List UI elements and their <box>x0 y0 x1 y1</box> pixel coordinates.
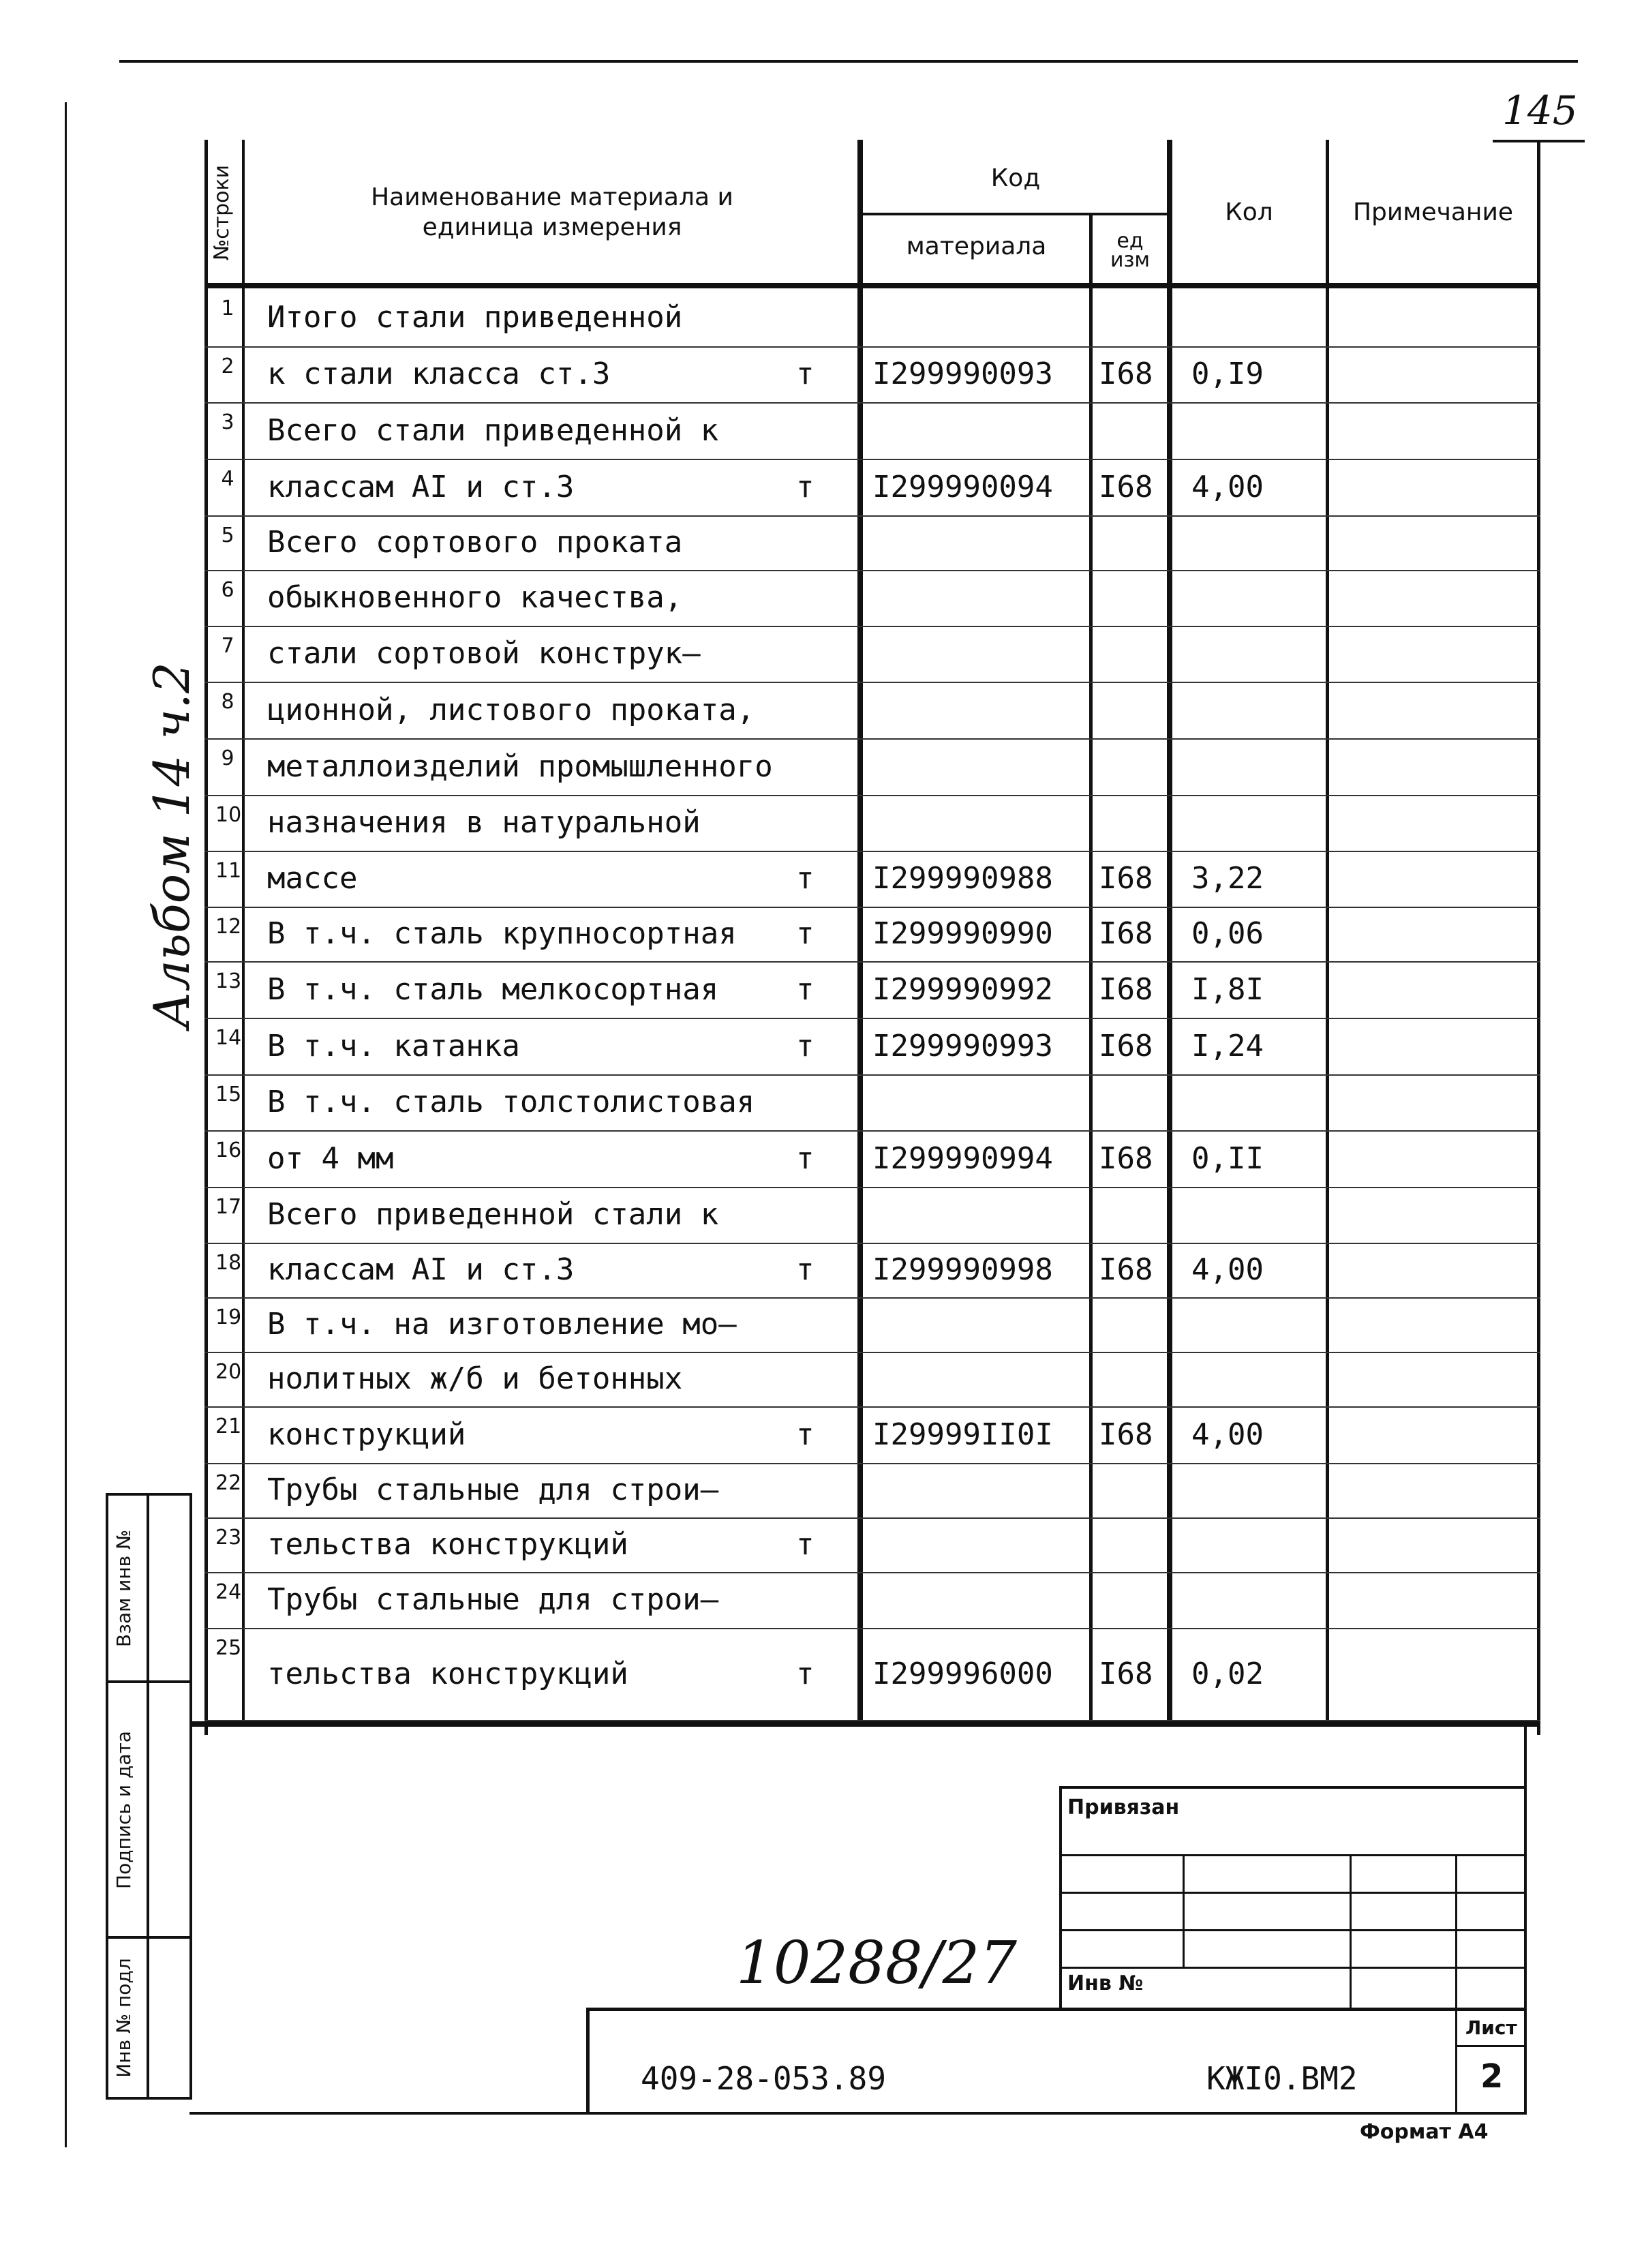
row-quantity: 3,22 <box>1191 861 1264 896</box>
row-name: Всего стали приведенной к <box>267 412 719 448</box>
table-left-border <box>204 140 208 1735</box>
qty-note-divider <box>1326 140 1329 1721</box>
row-material-code: I299990990 <box>872 916 1053 951</box>
row-name: классам АI и ст.3 <box>267 1252 575 1287</box>
row-name: к стали класса ст.3 <box>267 357 611 391</box>
row-number: 16 <box>215 1138 242 1162</box>
row-name: обыкновенного качества, <box>267 580 683 615</box>
row-name: нолитных ж/б и бетонных <box>267 1361 683 1396</box>
doc-code: 409-28-053.89 <box>641 2060 887 2097</box>
doc-mark: КЖI0.ВМ2 <box>1206 2060 1358 2097</box>
row-material-code: I299990988 <box>872 861 1053 896</box>
row-name: стали сортовой конструк– <box>267 636 701 671</box>
left-margin-line <box>65 102 67 2147</box>
row-measure: т <box>796 469 814 504</box>
row-quantity: 4,00 <box>1191 469 1264 504</box>
privyazan-left <box>1059 1786 1062 2011</box>
privyazan-col2 <box>1350 1854 1352 2011</box>
header-note: Примечание <box>1352 198 1514 226</box>
row-unit-code: I68 <box>1099 861 1153 896</box>
row-unit-code: I68 <box>1099 971 1153 1007</box>
row-separator <box>204 570 1540 571</box>
row-separator <box>204 961 1540 963</box>
header-bottom-line <box>204 283 1540 288</box>
header-code: Код <box>990 164 1041 192</box>
row-name: В т.ч. катанка <box>267 1028 520 1063</box>
row-name: Трубы стальные для строи– <box>267 1582 719 1617</box>
rownum-divider <box>242 140 245 1721</box>
row-separator <box>204 1297 1540 1299</box>
row-material-code: I299990992 <box>872 971 1053 1007</box>
row-unit-code: I68 <box>1099 469 1153 504</box>
page-number: 145 <box>1502 87 1578 134</box>
row-number: 2 <box>221 354 234 378</box>
row-measure: т <box>796 1252 814 1287</box>
row-name: тельства конструкций <box>267 1527 628 1562</box>
row-name: массе <box>267 861 358 896</box>
row-separator <box>204 626 1540 627</box>
row-name: Всего сортового проката <box>267 525 683 560</box>
side-stamp-mid <box>147 1493 149 2100</box>
row-measure: т <box>796 971 814 1007</box>
row-number: 10 <box>215 803 242 827</box>
privyazan-col1 <box>1183 1854 1185 1967</box>
privyazan-col3 <box>1455 1854 1457 2113</box>
row-separator <box>204 1130 1540 1132</box>
row-number: 3 <box>221 410 234 434</box>
row-measure: т <box>796 1140 814 1176</box>
row-unit-code: I68 <box>1099 916 1153 951</box>
header-material: материала <box>906 232 1047 260</box>
row-name: В т.ч. сталь толстолистовая <box>267 1085 755 1119</box>
row-separator <box>204 346 1540 348</box>
row-number: 17 <box>215 1195 242 1219</box>
code-unit-divider <box>1089 213 1093 1721</box>
unit-qty-divider <box>1167 140 1172 1721</box>
row-separator <box>204 907 1540 908</box>
row-name: тельства конструкций <box>267 1656 628 1691</box>
format-label: Формат А4 <box>1360 2120 1489 2144</box>
row-separator <box>204 1572 1540 1573</box>
row-number: 4 <box>221 467 234 491</box>
list-label: Лист <box>1465 2016 1517 2039</box>
row-material-code: I299996000 <box>872 1656 1053 1691</box>
row-number: 13 <box>215 969 242 993</box>
row-separator <box>204 402 1540 404</box>
row-name: В т.ч. сталь мелкосортная <box>267 971 719 1007</box>
row-separator <box>204 1406 1540 1408</box>
row-separator <box>204 682 1540 683</box>
sheet-number: 2 <box>1480 2057 1504 2096</box>
row-quantity: I,24 <box>1191 1028 1264 1063</box>
row-name: В т.ч. на изготовление мо– <box>267 1307 737 1342</box>
table-right-border <box>1537 140 1540 1735</box>
header-name-line1: Наименование материала и <box>371 183 733 211</box>
row-measure: т <box>796 1028 814 1063</box>
row-measure: т <box>796 1527 814 1562</box>
table-bottom-line <box>189 1721 1540 1727</box>
row-name: Всего приведенной стали к <box>267 1197 719 1232</box>
row-number: 24 <box>215 1580 242 1604</box>
row-number: 25 <box>215 1636 242 1660</box>
row-unit-code: I68 <box>1099 1252 1153 1287</box>
row-name: Итого стали приведенной <box>267 299 683 335</box>
row-separator <box>204 1018 1540 1019</box>
code-subheader-line <box>860 213 1170 215</box>
inv-no-label: Инв № <box>1067 1971 1144 1995</box>
name-code-divider <box>857 140 863 1721</box>
row-number: 19 <box>215 1305 242 1329</box>
row-number: 20 <box>215 1360 242 1384</box>
row-name: от 4 мм <box>267 1140 394 1176</box>
row-separator <box>204 1352 1540 1353</box>
row-material-code: I299990994 <box>872 1140 1053 1176</box>
row-number: 23 <box>215 1526 242 1549</box>
stamp-main-bottom <box>189 2112 1527 2115</box>
row-unit-code: I68 <box>1099 357 1153 391</box>
row-number: 22 <box>215 1471 242 1495</box>
row-separator <box>204 1628 1540 1629</box>
side-vzam-label: Взам инв № <box>112 1529 135 1648</box>
handwritten-number: 10288/27 <box>736 1929 1017 1997</box>
row-quantity: 0,II <box>1191 1140 1264 1176</box>
row-separator <box>204 1463 1540 1464</box>
stamp-right-border <box>1524 1725 1527 2113</box>
row-separator <box>204 795 1540 796</box>
row-number: 11 <box>215 859 242 883</box>
row-number: 7 <box>221 634 234 658</box>
row-name: конструкций <box>267 1417 466 1452</box>
row-number: 15 <box>215 1083 242 1106</box>
row-separator <box>204 1243 1540 1244</box>
row-number: 8 <box>221 690 234 714</box>
row-measure: т <box>796 1417 814 1452</box>
row-name: Трубы стальные для строи– <box>267 1472 719 1507</box>
row-material-code: I299990093 <box>872 357 1053 391</box>
row-separator <box>204 1074 1540 1076</box>
row-unit-code: I68 <box>1099 1028 1153 1063</box>
row-measure: т <box>796 861 814 896</box>
row-separator <box>204 459 1540 460</box>
stamp-main-top <box>586 2008 1527 2011</box>
row-quantity: 4,00 <box>1191 1417 1264 1452</box>
row-name: классам АI и ст.3 <box>267 469 575 504</box>
row-name: В т.ч. сталь крупносортная <box>267 916 737 951</box>
side-stamp-left <box>106 1493 108 2100</box>
row-material-code: I299990998 <box>872 1252 1053 1287</box>
row-quantity: 0,02 <box>1191 1656 1264 1691</box>
row-number: 18 <box>215 1251 242 1275</box>
row-number: 14 <box>215 1026 242 1050</box>
stamp-main-left <box>586 2008 590 2113</box>
header-unit-line1: ед <box>1116 229 1144 253</box>
side-podpis-label: Подпись и дата <box>112 1731 135 1889</box>
row-unit-code: I68 <box>1099 1656 1153 1691</box>
row-separator <box>204 738 1540 740</box>
row-measure: т <box>796 916 814 951</box>
header-unit-line2: изм <box>1110 248 1151 272</box>
row-number: 6 <box>221 578 234 602</box>
row-quantity: 4,00 <box>1191 1252 1264 1287</box>
row-separator <box>204 1720 1540 1721</box>
list-label-line <box>1455 2045 1527 2047</box>
side-inv-podl-label: Инв № подл <box>112 1958 135 2078</box>
header-qty: Кол <box>1225 198 1273 226</box>
row-material-code: I299990993 <box>872 1028 1053 1063</box>
row-measure: т <box>796 357 814 391</box>
row-separator <box>204 1517 1540 1519</box>
row-number: 1 <box>221 297 234 320</box>
row-material-code: I29999II0I <box>872 1417 1053 1452</box>
row-number: 21 <box>215 1415 242 1438</box>
frame-top-line <box>119 60 1578 63</box>
header-row-number: №строки <box>210 164 234 261</box>
row-separator <box>204 1187 1540 1188</box>
row-quantity: 0,I9 <box>1191 357 1264 391</box>
row-name: металлоизделий промышленного <box>267 749 773 784</box>
row-material-code: I299990094 <box>872 469 1053 504</box>
row-name: назначения в натуральной <box>267 805 701 840</box>
row-number: 12 <box>215 915 242 939</box>
row-unit-code: I68 <box>1099 1140 1153 1176</box>
side-stamp-right <box>189 1493 192 2100</box>
row-number: 9 <box>221 746 234 770</box>
row-quantity: I,8I <box>1191 971 1264 1007</box>
row-unit-code: I68 <box>1099 1417 1153 1452</box>
album-label: Альбом 14 ч.2 <box>143 662 200 1029</box>
row-separator <box>204 515 1540 517</box>
header-name-line2: единица измерения <box>422 213 682 241</box>
row-measure: т <box>796 1656 814 1691</box>
row-name: ционной, листового проката, <box>267 692 755 727</box>
row-separator <box>204 851 1540 852</box>
privyazan-top <box>1059 1786 1526 1789</box>
privyazan-label: Привязан <box>1067 1796 1180 1819</box>
row-quantity: 0,06 <box>1191 916 1264 951</box>
row-number: 5 <box>221 524 234 547</box>
